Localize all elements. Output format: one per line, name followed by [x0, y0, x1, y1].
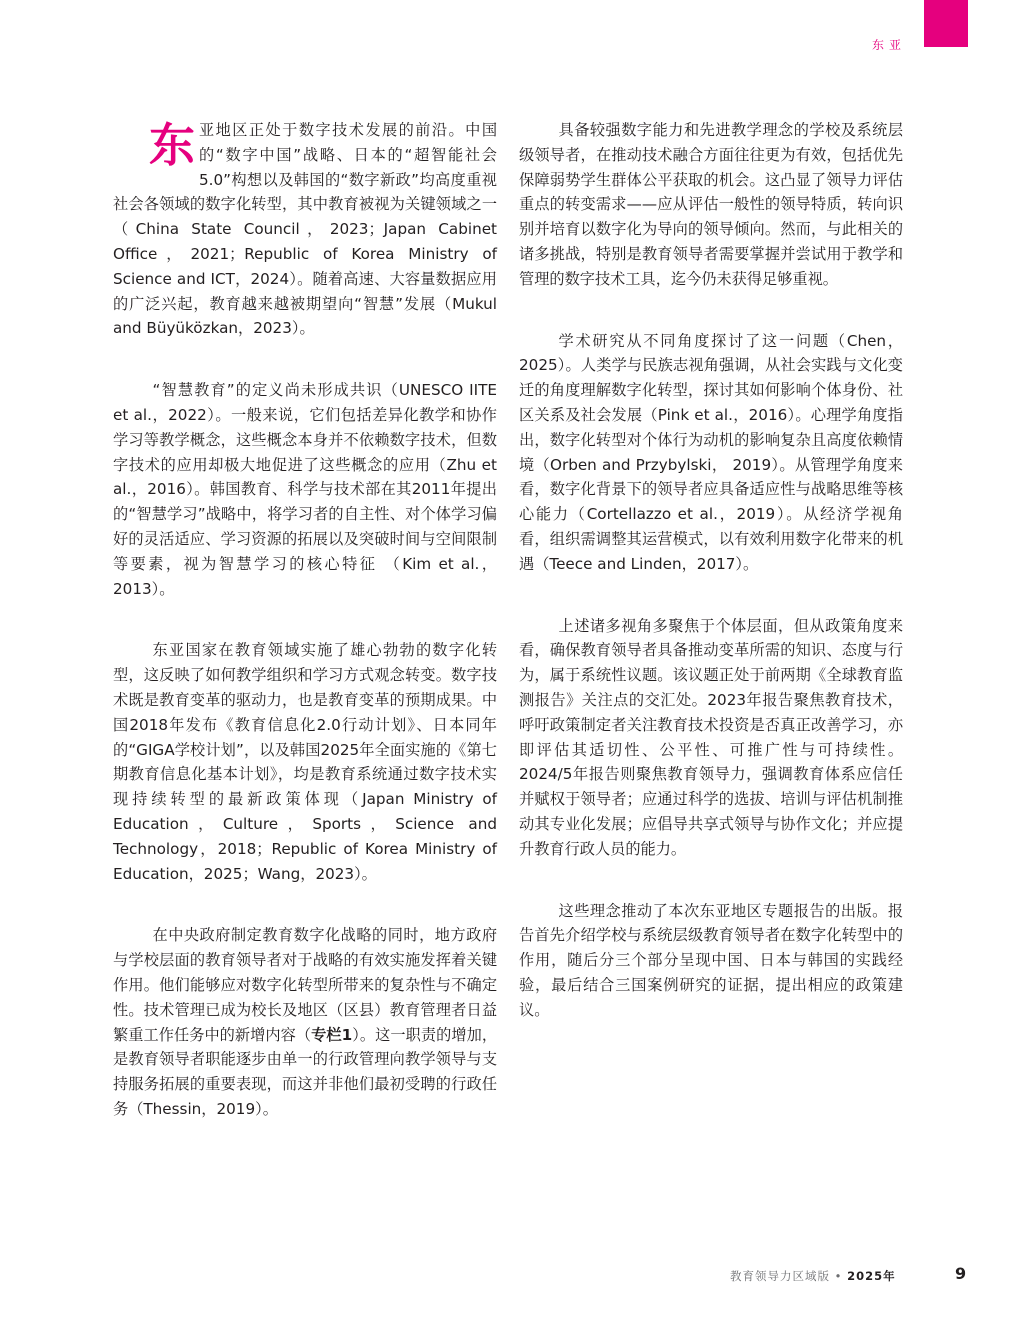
left-column	[113, 118, 497, 1159]
footer-label: 教育领导力区域版 •	[730, 1269, 843, 1283]
right-column	[519, 118, 903, 1060]
paragraph-academic-research: 学术研究从不同角度探讨了这一问题（Chen，2025）。人类学与民族志视角强调，从社会实践与文化变迁的角度理解数字化转型，探讨其如何影响个体身份、社区关系及社会发展（Pink et al.，2016）。心理学角度指出，数字化转型对个体行为动机的影响复杂且高度依赖情境（Orben and Przybylski， 2019）。从管理学角度来看，数字化背景下的领导者应具备适应性与战略思维等核心能力（Cortellazzo et al.，2019）。从经济学视角看，组织需调整其运营模式，以有效利用数字化带来的机遇（Teece and Linden，2017）。	[519, 331, 903, 573]
paragraph-intro	[113, 118, 497, 341]
footer-year: 2025年	[847, 1269, 896, 1283]
paragraph-digital-transformation: 东亚国家在教育领域实施了雄心勃勃的数字化转型，这反映了如何教学组织和学习方式观念转变。数字技术既是教育变革的驱动力，也是教育变革的预期成果。中国2018年发布《教育信息化2.0行动计划》、日本同年的“GIGA学校计划”，以及韩国2025年全面实施的《第七期教育信息化基本计划》，均是教育系统通过数字技术实现持续转型的最新政策体现（Japan Ministry of Education，Culture，Sports，Science and Technology，2018；Republic of Korea Ministry of Education，2025；Wang，2023）。	[113, 641, 497, 883]
paragraph-local-leaders-b: ）。这一职责的增加，是教育领导者职能逐步由单一的行政管理向教学领导与支持服务拓展的重要表现，而这并非他们最初受聘的行政任务（Thessin，2019）。	[113, 1025, 498, 1118]
paragraph-digital-leaders: 具备较强数字能力和先进教学理念的学校及系统层级领导者，在推动技术融合方面往往更为有效，包括优先保障弱势学生群体公平获取的机会。这凸显了领导力评估重点的转变需求——应从评估一般性的领导特质，转向识别并培育以数字化为导向的领导倾向。然而，与此相关的诸多挑战，特别是教育领导者需要掌握并尝试用于教学和管理的数字技术工具，迄今仍未获得足够重视。	[519, 121, 903, 288]
paragraph-local-leaders	[113, 923, 497, 1121]
region-label: 东亚	[872, 38, 907, 52]
paragraph-intro-text: 亚地区正处于数字技术发展的前沿。中国的“数字中国”战略、日本的“超智能社会5.0”构想以及韩国的“数字新政”均高度重视社会各领域的数字化转型，其中教育被视为关键领域之一（China State Council，2023；Japan Cabinet Office，2021；Republic of Korea Ministry of Science and ICT，2024）。随着高速、大容量数据应用的广泛兴起，教育越来越被期望向“智慧”发展（Mukul and Büyüközkan，2023）。	[113, 121, 497, 338]
box-reference: 专栏1	[311, 1025, 353, 1044]
section-tab-marker	[924, 0, 968, 47]
paragraph-policy-perspective: 上述诸多视角多聚焦于个体层面，但从政策角度来看，确保教育领导者具备推动变革所需的知识、态度与行为，属于系统性议题。该议题正处于前两期《全球教育监测报告》关注点的交汇处。2023年报告聚焦教育技术，呼吁政策制定者关注教育技术投资是否真正改善学习，亦即评估其适切性、公平性、可推广性与可持续性。2024/5年报告则聚焦教育领导力，强调教育体系应信任并赋权于领导者；应通过科学的选拔、培训与评估机制推动其专业化发展；应倡导共享式领导与协作文化；并应提升教育行政人员的能力。	[519, 616, 903, 858]
paragraph-local-leaders-a: 在中央政府制定教育数字化战略的同时，地方政府与学校层面的教育领导者对于战略的有效实施发挥着关键作用。他们能够应对数字化转型所带来的复杂性与不确定性。技术管理已成为校长及地区（区县）教育管理者日益繁重工作任务中的新增内容（	[113, 926, 497, 1044]
footer-title	[730, 1268, 896, 1284]
paragraph-report-structure: 这些理念推动了本次东亚地区专题报告的出版。报告首先介绍学校与系统层级教育领导者在数字化转型中的作用，随后分三个部分呈现中国、日本与韩国的实践经验，最后结合三国案例研究的证据，提出相应的政策建议。	[519, 901, 903, 1019]
page-number: 9	[955, 1264, 967, 1283]
drop-cap: 东	[149, 118, 195, 172]
paragraph-smart-education: “智慧教育”的定义尚未形成共识（UNESCO IITE et al.，2022）。一般来说，它们包括差异化教学和协作学习等教学概念，这些概念本身并不依赖数字技术，但数字技术的应用却极大地促进了这些概念的应用（Zhu et al.，2016）。韩国教育、科学与技术部在其2011年提出的“智慧学习”战略中，将学习者的自主性、对个体学习偏好的灵活适应、学习资源的拓展以及突破时间与空间限制等要素，视为智慧学习的核心特征 （Kim et al.，2013）。	[113, 381, 497, 598]
